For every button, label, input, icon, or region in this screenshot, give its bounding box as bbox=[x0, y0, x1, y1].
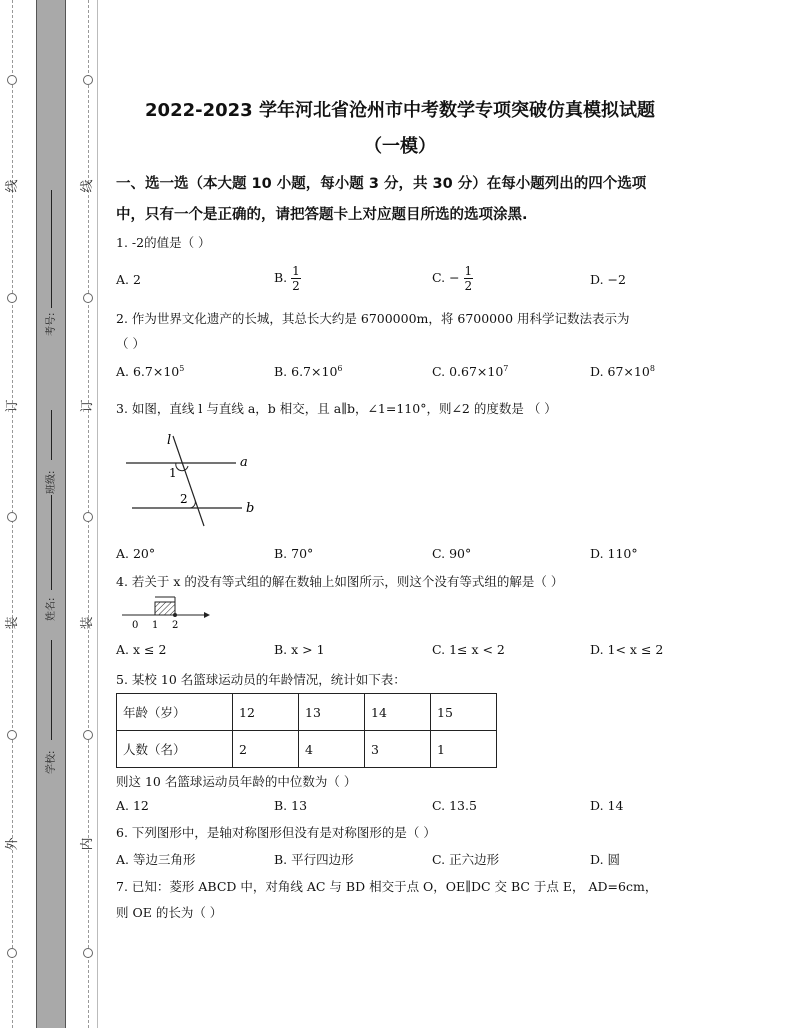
margin-mark-xian-outer: 线 bbox=[5, 179, 20, 193]
name-label: 姓名: bbox=[46, 597, 57, 621]
binding-hole bbox=[83, 948, 93, 958]
q5-option-b: B. 13 bbox=[274, 798, 308, 813]
q3-option-a: A. 20° bbox=[116, 546, 156, 561]
binding-hole bbox=[7, 293, 17, 303]
label-a: a bbox=[240, 455, 248, 470]
q1-option-b: B. $\frac{1}{2}$ bbox=[274, 264, 300, 293]
binding-hole bbox=[7, 512, 17, 522]
table-row bbox=[117, 694, 497, 731]
exam-number-field bbox=[40, 190, 60, 340]
q4-option-d: D. 1< x ≤ 2 bbox=[590, 642, 664, 657]
section-heading-line2: 中，只有一个是正确的，请把答题卡上对应题目所选的选项涂黑. bbox=[116, 207, 528, 223]
q6-option-b: B. 平行四边形 bbox=[274, 852, 354, 867]
margin-mark-xian-inner: 线 bbox=[80, 179, 95, 193]
solution-shade bbox=[155, 602, 175, 615]
binding-hole bbox=[7, 948, 17, 958]
q2-option-a: A. $6.7\times 10^5$ bbox=[116, 364, 185, 380]
table-cell: 2 bbox=[233, 731, 299, 768]
q7-stem-cont: 则 OE 的长为（ ） bbox=[116, 905, 223, 920]
binding-hole bbox=[83, 512, 93, 522]
school-label: 学校: bbox=[46, 750, 57, 774]
table-cell: 3 bbox=[365, 731, 431, 768]
line-l bbox=[173, 436, 204, 526]
table-cell: 15 bbox=[431, 694, 497, 731]
table-cell: 4 bbox=[299, 731, 365, 768]
binding-hole bbox=[7, 730, 17, 740]
school-field bbox=[40, 640, 60, 790]
q2-option-c: C. $0.67\times 10^7$ bbox=[432, 364, 509, 380]
q5-option-d: D. 14 bbox=[590, 798, 624, 813]
exam-number-label: 考号: bbox=[46, 312, 57, 336]
q3-stem: 3. 如图，直线 l 与直线 a，b 相交，且 a∥b，∠1=110°，则∠2 的度数是 （ ） bbox=[116, 401, 557, 416]
q1-option-a: A. 2 bbox=[116, 272, 141, 287]
binding-hole bbox=[83, 75, 93, 85]
tick-1: 1 bbox=[152, 620, 159, 631]
label-b: b bbox=[246, 501, 255, 516]
label-angle-1: 1 bbox=[169, 466, 177, 480]
margin-mark-ding-inner: 订 bbox=[80, 399, 95, 413]
q7-stem: 7. 已知：菱形 ABCD 中，对角线 AC 与 BD 相交于点 O，OE∥DC 交 BC 于点 E， AD=6cm， bbox=[116, 879, 658, 894]
tick-2: 2 bbox=[172, 620, 179, 631]
q4-option-a: A. x ≤ 2 bbox=[116, 642, 167, 657]
q6-option-a: A. 等边三角形 bbox=[116, 852, 196, 867]
q4-stem: 4. 若关于 x 的没有等式组的解在数轴上如图所示，则这个没有等式组的解是（ ） bbox=[116, 574, 564, 589]
q5-question: 则这 10 名篮球运动员年龄的中位数为（ ） bbox=[116, 774, 357, 789]
label-angle-2: 2 bbox=[180, 492, 188, 506]
q5-option-c: C. 13.5 bbox=[432, 798, 477, 813]
margin-mark-wai: 外 bbox=[5, 837, 20, 851]
margin-mark-zhuang-inner: 装 bbox=[80, 616, 95, 630]
closed-endpoint bbox=[173, 613, 177, 617]
q2-stem-cont: （ ） bbox=[116, 336, 145, 351]
page-subtitle: （一模） bbox=[364, 136, 436, 157]
angle-1-arc bbox=[176, 463, 188, 471]
table-cell: 12 bbox=[233, 694, 299, 731]
q2-stem: 2. 作为世界文化遗产的长城，其总长大约是 6700000m，将 6700000 用科学记数法表示为 bbox=[116, 311, 630, 326]
q4-number-line bbox=[118, 593, 212, 631]
binding-margin bbox=[0, 0, 100, 1028]
q5-age-table bbox=[116, 693, 497, 768]
table-cell: 年龄（岁） bbox=[117, 694, 233, 731]
binding-hole bbox=[7, 75, 17, 85]
q3-option-d: D. 110° bbox=[590, 546, 638, 561]
q1-stem: 1. -2的值是（ ） bbox=[116, 235, 211, 250]
table-row bbox=[117, 731, 497, 768]
q1-option-d: D. −2 bbox=[590, 272, 626, 287]
q1-option-b-fraction: $\frac{1}{2}$ bbox=[292, 264, 300, 293]
q3-option-b: B. 70° bbox=[274, 546, 314, 561]
axis-arrow-icon bbox=[204, 612, 210, 618]
name-field bbox=[40, 495, 60, 645]
q1-option-c: C. − $\frac{1}{2}$ bbox=[432, 264, 473, 293]
q2-option-b: B. $6.7\times 10^6$ bbox=[274, 364, 343, 380]
margin-mark-zhuang-outer: 装 bbox=[5, 616, 20, 630]
q4-option-c: C. 1≤ x < 2 bbox=[432, 642, 505, 657]
q2-option-d: D. $67\times 10^8$ bbox=[590, 364, 655, 380]
q6-option-c: C. 正六边形 bbox=[432, 852, 500, 867]
q5-option-a: A. 12 bbox=[116, 798, 149, 813]
table-cell: 1 bbox=[431, 731, 497, 768]
q6-option-d: D. 圆 bbox=[590, 852, 621, 867]
class-label: 班级: bbox=[46, 470, 57, 494]
section-heading-line1: 一、选一选（本大题 10 小题，每小题 3 分，共 30 分）在每小题列出的四个选项 bbox=[116, 176, 647, 192]
table-cell: 14 bbox=[365, 694, 431, 731]
angle-2-arc bbox=[190, 500, 195, 508]
page-title: 2022-2023 学年河北省沧州市中考数学专项突破仿真模拟试题 bbox=[145, 100, 655, 121]
tick-0: 0 bbox=[132, 620, 139, 631]
table-cell: 人数（名） bbox=[117, 731, 233, 768]
table-cell: 13 bbox=[299, 694, 365, 731]
q3-option-c: C. 90° bbox=[432, 546, 472, 561]
q3-figure bbox=[118, 428, 268, 530]
margin-border bbox=[97, 0, 98, 1028]
binding-hole bbox=[83, 293, 93, 303]
q1-option-c-fraction: $\frac{1}{2}$ bbox=[464, 264, 473, 293]
q4-option-b: B. x > 1 bbox=[274, 642, 325, 657]
q6-stem: 6. 下列图形中，是轴对称图形但没有是对称图形的是（ ） bbox=[116, 825, 436, 840]
margin-mark-nei: 内 bbox=[80, 837, 95, 851]
q5-stem: 5. 某校 10 名篮球运动员的年龄情况，统计如下表： bbox=[116, 672, 406, 687]
label-l: l bbox=[167, 433, 172, 448]
margin-mark-ding-outer: 订 bbox=[5, 399, 20, 413]
binding-hole bbox=[83, 730, 93, 740]
